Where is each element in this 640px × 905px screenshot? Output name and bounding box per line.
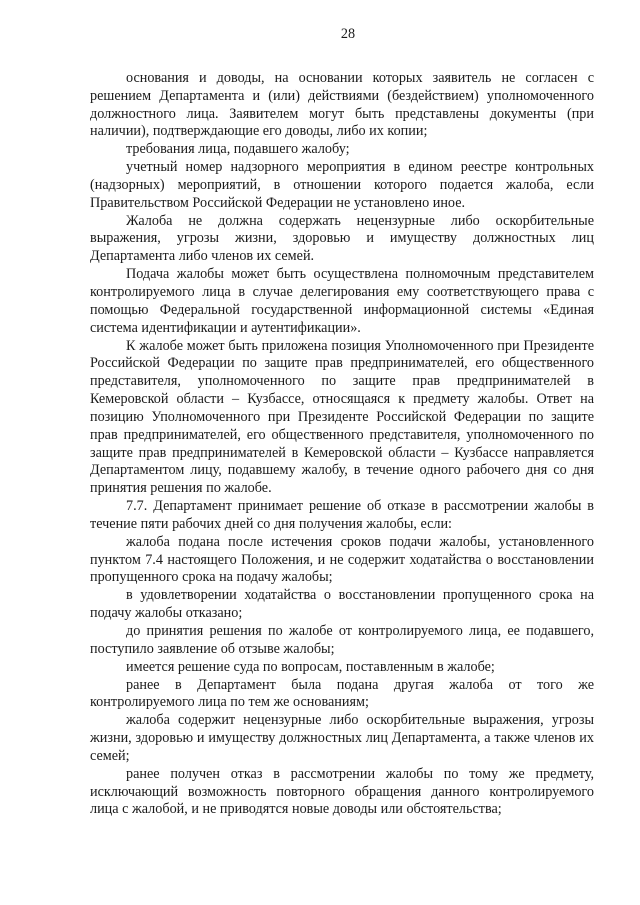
paragraph-representative: Подача жалобы может быть осуществлена полномочным представителем контролируемого лица в случае делегирования ему соответствующего права с помощью Федеральной государственной информационной системы «Единая система идентификации и аутентификации». [90,266,594,336]
paragraph-offensive-content: жалоба содержит нецензурные либо оскорбительные выражения, угрозы жизни, здоровью и имуществу должностных лиц Департамента, а также членов их семей; [90,712,594,764]
document-page [90,26,594,819]
paragraph-deadline-missed: жалоба подана после истечения сроков подачи жалобы, установленного пунктом 7.4 настоящего Положения, и не содержит ходатайства о восстановлении пропущенного срока на подачу жалобы; [90,533,594,586]
paragraph-duplicate-complaint: ранее в Департамент была подана другая жалоба от того же контролируемого лица по тем же основаниям; [90,676,594,711]
paragraph-no-insults: Жалоба не должна содержать нецензурные либо оскорбительные выражения, угрозы жизни, здоровью и имуществу должностных лиц Департамента либо членов их семей. [90,212,594,265]
page-number: 28 [340,26,356,42]
paragraph-ombudsman-position: К жалобе может быть приложена позиция Уполномоченного при Президенте Российской Федерации по защите прав предпринимателей, его общественного представителя, уполномоченного по защите прав предпринимателей в Кемеровской области – Кузбассе, относящаяся к предмету жалобы. Ответ на позицию Уполномоченного при Президенте Российской Федерации по защите прав предпринимателей, его общественного представителя, уполномоченного по защите прав предпринимателей в Кемеровской области – Кузбассе направляется Департаментом лицу, подавшему жалобу, в течение одного рабочего дня со дня принятия решения по жалобе. [90,337,594,497]
paragraph-grounds: основания и доводы, на основании которых заявитель не согласен с решением Департамента и (или) действиями (бездействием) уполномоченного должностного лица. Заявителем могут быть представлены документы (при наличии), подтверждающие его доводы, либо их копии; [90,69,594,140]
paragraph-requirements: требования лица, подавшего жалобу; [126,141,350,158]
paragraph-withdrawal: до принятия решения по жалобе от контролируемого лица, ее подавшего, поступило заявление об отзыве жалобы; [90,623,594,657]
paragraph-court-decision: имеется решение суда по вопросам, поставленным в жалобе; [126,658,495,675]
paragraph-petition-denied: в удовлетворении ходатайства о восстановлении пропущенного срока на подачу жалобы отказано; [90,587,594,622]
paragraph-7-7: 7.7. Департамент принимает решение об отказе в рассмотрении жалобы в течение пяти рабочих дней со дня получения жалобы, если: [90,498,594,532]
paragraph-prior-refusal: ранее получен отказ в рассмотрении жалобы по тому же предмету, исключающий возможность повторного обращения данного контролируемого лица с жалобой, и не приводятся новые доводы или обстоятельства; [90,765,594,818]
paragraph-registry-number: учетный номер надзорного мероприятия в едином реестре контрольных (надзорных) мероприятий, в отношении которого подается жалоба, если Правительством Российской Федерации не установлено иное. [90,159,594,211]
